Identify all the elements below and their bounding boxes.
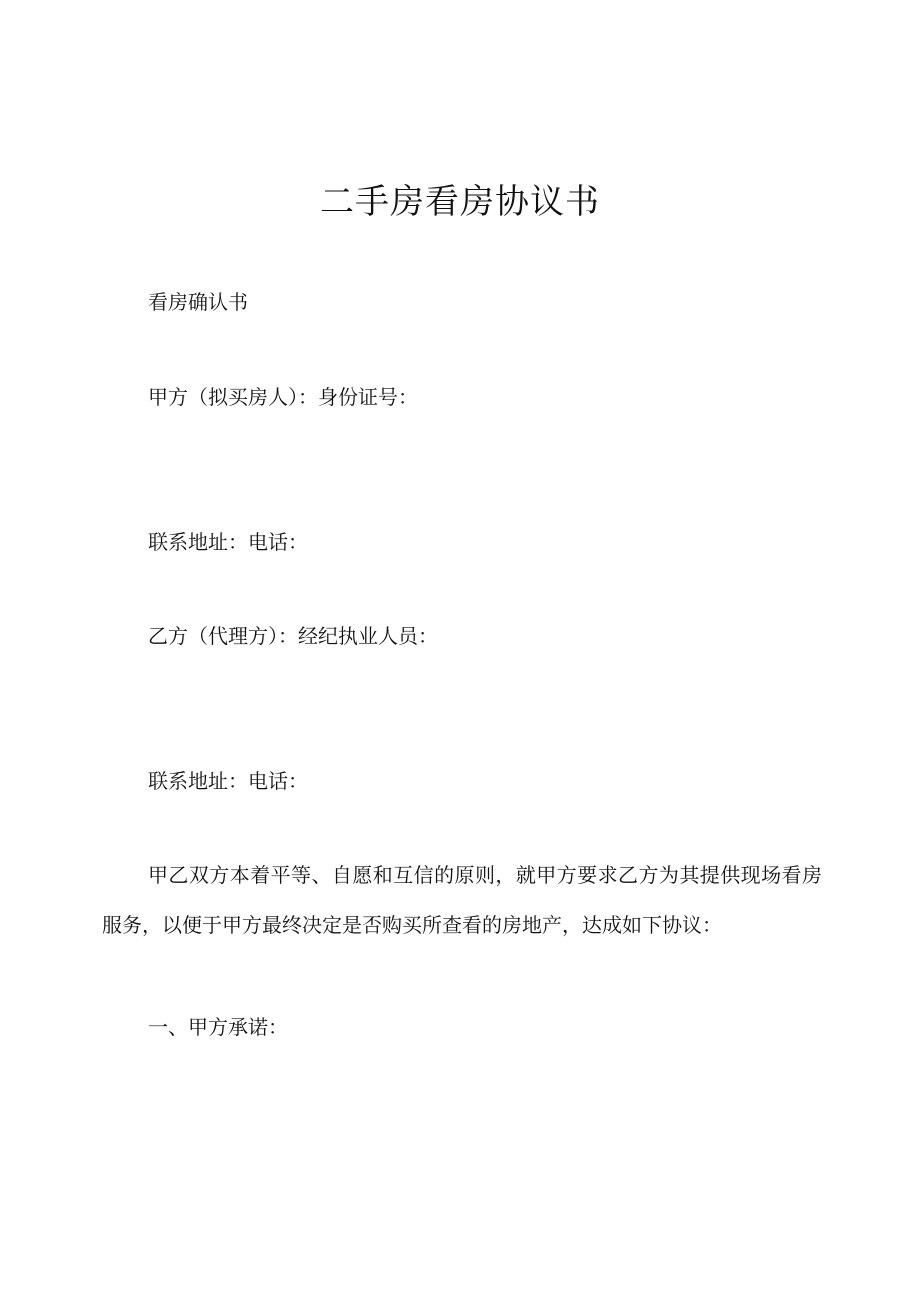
document-subtitle: 看房确认书	[148, 290, 248, 314]
party-b-contact: 联系地址：电话：	[148, 769, 308, 793]
intro-paragraph: 甲乙双方本着平等、自愿和互信的原则，就甲方要求乙方为其提供现场看房服务，以便于甲方最终决定是否购买所查看的房地产，达成如下协议：	[102, 863, 822, 937]
document-title: 二手房看房协议书	[320, 182, 600, 222]
party-a-line: 甲方（拟买房人）：身份证号：	[148, 385, 418, 409]
section-one-heading: 一、甲方承诺：	[148, 1015, 288, 1039]
party-a-contact: 联系地址：电话：	[148, 530, 308, 554]
party-b-line: 乙方（代理方）：经纪执业人员：	[148, 624, 438, 648]
